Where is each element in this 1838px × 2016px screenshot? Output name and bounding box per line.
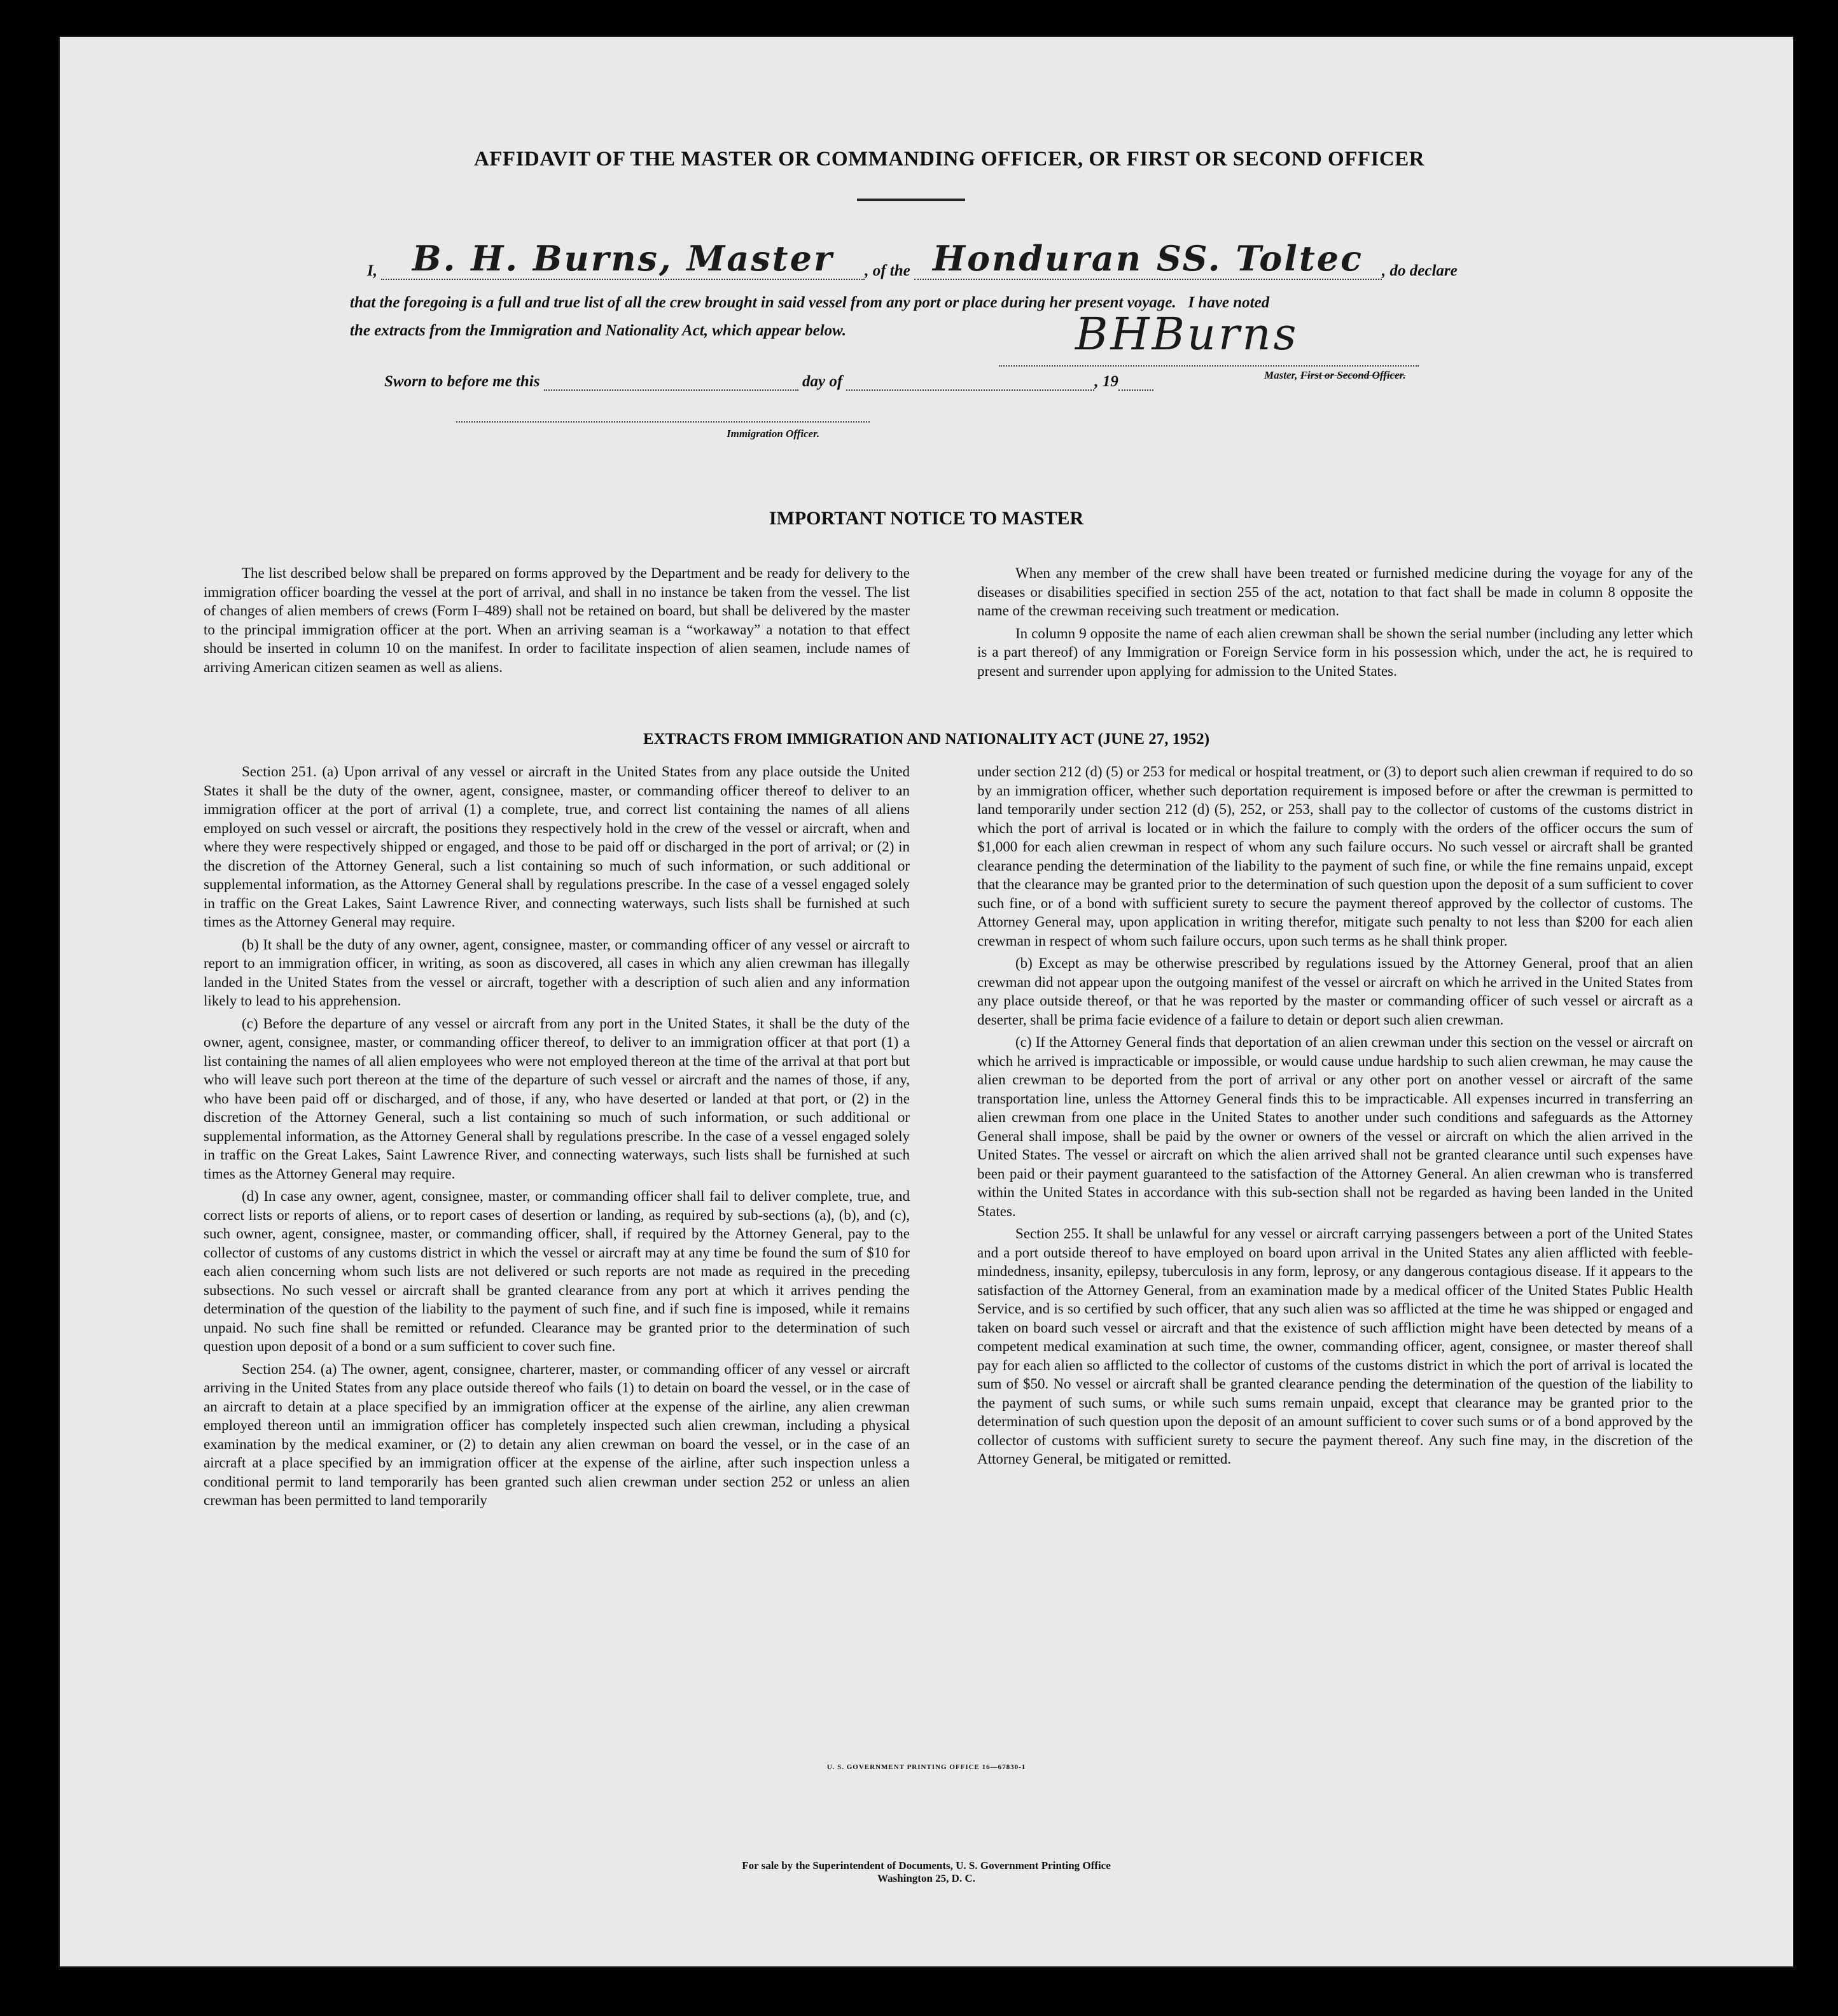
extracts-right-column [977,762,1693,1473]
sworn-day-field[interactable] [544,389,798,391]
declaration-line-1 [367,238,1458,280]
declaration-line-3: the extracts from the Immigration and Nationality Act, which appear below. [350,322,847,339]
sworn-year-field[interactable] [1118,389,1153,391]
sworn-label: Sworn to before me this [384,373,540,390]
section-251-a: Section 251. (a) Upon arrival of any vessel or aircraft in the United States from any place outside the United States it shall be the duty of the owner, agent, consignee, master, or commanding officer thereof to deliver to an immigration officer at the port of arrival (1) a complete, true, and correct list containing the names of all aliens employed on such vessel or aircraft, the positions they respectively hold in the crew of the vessel or aircraft, when and where they were respectively shipped or engaged, and those to be paid off or discharged in the port of arrival; or (2) in the discretion of the Attorney General, such a list containing so much of such information, or such additional or supplemental information, as the Attorney General shall by regulations prescribe. In the case of a vessel engaged solely in traffic on the Great Lakes, Saint Lawrence River, and connecting waterways, such lists shall be furnished at such times as the Attorney General may require. [204,764,910,930]
affidavit-title: AFFIDAVIT OF THE MASTER OR COMMANDING OFFICER, OR FIRST OR SECOND OFFICER [473,148,1425,171]
master-signature: BHBurns [1075,308,1299,360]
vessel-name-field[interactable] [914,238,1382,280]
section-251-b: (b) It shall be the duty of any owner, agent, consignee, master, or commanding officer of any vessel or aircraft to report to an immigration officer, in writing, as soon as discovered, all cases in which any alien crewman has illegally landed in the United States from the vessel or aircraft, together with a description of such alien and any information likely to lead to his apprehension. [204,936,910,1009]
signature-caption-struck: First or Second Officer. [1300,369,1406,381]
sale-footer [59,1859,1794,1885]
immigration-officer-label: Immigration Officer. [727,428,820,440]
notice-right-paragraph-2: In column 9 opposite the name of each alien crewman shall be shown the serial number (including any letter which is a part thereof) of any Immigration or Foreign Service form in his possession which, under the act, he is required to present and surrender upon applying for admission to the United States. [977,625,1693,679]
footer-line-1: For sale by the Superintendent of Documents, U. S. Government Printing Office [742,1859,1111,1872]
section-251-d: (d) In case any owner, agent, consignee, master, or commanding officer shall fail to deliver complete, true, and correct lists or reports of aliens, or to report cases of desertion or landing, as required by sub-sections (a), (b), and (c), such owner, agent, consignee, master, or commanding officer, shall, if required by the Attorney General, pay to the collector of customs of any customs district in which the vessel or aircraft may at any time be found the sum of $10 for each alien concerning whom such lists are not delivered or such reports are not made as required in the preceding subsections. No such vessel or aircraft shall be granted clearance from any port at which it arrives pending the determination of the question of the liability to the payment of such fine, and if such fine is imposed, while it remains unpaid. No such fine shall be remitted or refunded. Clearance may be granted prior to the determination of such question upon deposit of a bond or a sum sufficient to cover such fine. [204,1188,910,1354]
notice-right-column [977,564,1693,684]
section-254-a: Section 254. (a) The owner, agent, consignee, charterer, master, or commanding officer of any vessel or aircraft arriving in the United States from any place outside thereof who fails (1) to detain on board the vessel, or in the case of an aircraft to detain at a place specified by an immigration officer at the expense of the airline, any alien crewman employed thereon until an immigration officer has completely inspected such alien crewman, including a physical examination by the medical examiner, or (2) to detain any alien crewman on board the vessel, or in the case of an aircraft at a place specified by an immigration officer at the expense of the airline, after such inspection unless a conditional permit to land temporarily has been granted such alien crewman under section 252 or unless an alien crewman has been permitted to land temporarily [204,1361,910,1508]
document-page [59,36,1794,1968]
year-label: , 19 [1094,373,1118,390]
notice-left-column [204,564,910,680]
extracts-title: EXTRACTS FROM IMMIGRATION AND NATIONALITY ACT (JUNE 27, 1952) [643,731,1210,748]
i-label: I, [367,262,377,279]
gpo-imprint: U. S. GOVERNMENT PRINTING OFFICE 16—67830-1 [826,1763,1026,1771]
notice-title: IMPORTANT NOTICE TO MASTER [769,508,1084,529]
signature-caption [1264,369,1406,382]
section-254-c: (c) If the Attorney General finds that deportation of an alien crewman under this section on the vessel or aircraft on which he arrived is impracticable or impossible, or would cause undue hardship to such alien crewman, he may cause the alien crewman to be deported from the port of arrival or any other port on another vessel or aircraft of the same transportation line, unless the Attorney General finds this to be impracticable. All expenses incurred in transferring an alien crewman from one place in the United States to another under such conditions and safeguards as the Attorney General shall impose, shall be paid by the owner or owners of the vessel or aircraft on which the alien arrived in the United States. The vessel or aircraft on which the alien arrived shall not be granted clearance until such expenses have been paid or their payment guaranteed to the satisfaction of the Attorney General. An alien crewman who is transferred within the United States in accordance with this sub-section shall not be regarded as having been landed in the United States. [977,1034,1693,1219]
sworn-line [384,373,1153,391]
notice-left-paragraph: The list described below shall be prepared on forms approved by the Department and be ready for delivery to the immigration officer boarding the vessel at the port of arrival, and shall in no instance be taken from the vessel. The list of changes of alien members of crews (Form I–489) shall not be retained on board, but shall be delivered by the master to the principal immigration officer at the port. When an arriving seaman is a “workaway” a notation to that effect should be inserted in column 10 on the manifest. In order to facilitate inspection of alien seamen, include names of arriving American citizen seamen as well as aliens. [204,565,910,675]
master-name-field[interactable] [381,238,865,280]
sworn-month-field[interactable] [846,389,1094,391]
footer-line-2: Washington 25, D. C. [877,1872,975,1884]
day-of-label: day of [802,373,843,390]
section-254-a-continued: under section 212 (d) (5) or 253 for medical or hospital treatment, or (3) to deport such alien crewman if required to do so by an immigration officer, whether such deportation requirement is imposed before or after the crewman is permitted to land temporarily under section 212 (d) (5), 252, or 253, shall pay to the collector of customs of the customs district in which the port of arrival is located or in which the failure to comply with the orders of the officer occurs the sum of $1,000 for each alien crewman in respect of whom any such failure occurs. No such vessel or aircraft shall be granted clearance pending the determination of the liability to the payment of such fine, or while the fine remains unpaid, except that the clearance may be granted prior to the determination of such question upon the deposit of a sum sufficient to cover such fine, or of a bond with sufficient surety to secure the payment thereof approved by the collector of customs. The Attorney General may, upon application in writing therefor, mitigate such penalty to not less than $200 for each alien crewman in respect of whom such failure occurs, upon such terms as he shall think proper. [977,764,1693,949]
signature-field[interactable] [999,302,1419,367]
notice-right-paragraph-1: When any member of the crew shall have been treated or furnished medicine during the voyage for any of the diseases or disabilities specified in section 255 of the act, notation to that fact shall be made in column 8 opposite the name of the crewman receiving such treatment or medication. [977,565,1693,619]
declare-label: , do declare [1382,262,1458,279]
declaration-text: that the foregoing is a full and true list of all the crew brought in said vessel from any port or place during her present voyage. [350,294,1176,311]
section-255: Section 255. It shall be unlawful for any vessel or aircraft carrying passengers between a port of the United States and a port outside thereof to have employed on board upon arrival in the United States any alien afflicted with feeble-mindedness, insanity, epilepsy, tuberculosis in any form, leprosy, or any dangerous contagious disease. If it appears to the satisfaction of the Attorney General, from an examination made by a medical officer of the United States Public Health Service, and is so certified by such officer, that any such alien was so afflicted at the time he was shipped or engaged and taken on board such vessel or aircraft and that the existence of such affliction might have been detected by means of a competent medical examination at such time, the owner, commanding officer, agent, consignee, or master thereof shall pay for each alien so afflicted to the collector of customs of the customs district in which the port of arrival is located the sum of $50. No vessel or aircraft shall be granted clearance pending the determination of the question of the liability to the payment of such sums, or while such sums remain unpaid, except that clearance may be granted prior to the determination of such question upon the deposit of an amount sufficient to cover such sums or of a bond approved by the collector of customs with sufficient surety to secure the payment thereof. Any such fine may, in the discretion of the Attorney General, be mitigated or remitted. [977,1226,1693,1467]
vessel-name-handwriting: Honduran SS. Toltec [933,238,1364,279]
immigration-officer-field[interactable] [456,421,870,423]
signature-caption-master: Master, [1264,369,1298,381]
extracts-left-column [204,762,910,1514]
title-rule [857,199,965,201]
master-name-handwriting: B. H. Burns, Master [412,238,834,279]
of-the-label: , of the [865,262,910,279]
noted-text: I have noted [1188,294,1270,311]
section-251-c: (c) Before the departure of any vessel or aircraft from any port in the United States, it shall be the duty of the owner, agent, consignee, master, or commanding officer thereof, to deliver to an immigration officer at that port (1) a list containing the names of all alien employees who were not employed thereon at the time of the arrival at that port but who will leave such port thereon at the time of the departure of such vessel or aircraft and the names of those, if any, who have been paid off or discharged, and of those, if any, who have deserted or landed at that port, or (2) in the discretion of the Attorney General, such a list containing so much of such information, or such additional or supplemental information, as the Attorney General shall by regulations prescribe. In the case of a vessel engaged solely in traffic on the Great Lakes, Saint Lawrence River, and connecting waterways, such lists shall be furnished at such times as the Attorney General may require. [204,1015,910,1182]
section-254-b: (b) Except as may be otherwise prescribed by regulations issued by the Attorney General, proof that an alien crewman did not appear upon the outgoing manifest of the vessel or aircraft on which he arrived in the United States from any place outside thereof, or that he was reported by the master or commanding officer of such vessel or aircraft as a deserter, shall be prima facie evidence of a failure to detain or deport such alien crewman. [977,955,1693,1028]
